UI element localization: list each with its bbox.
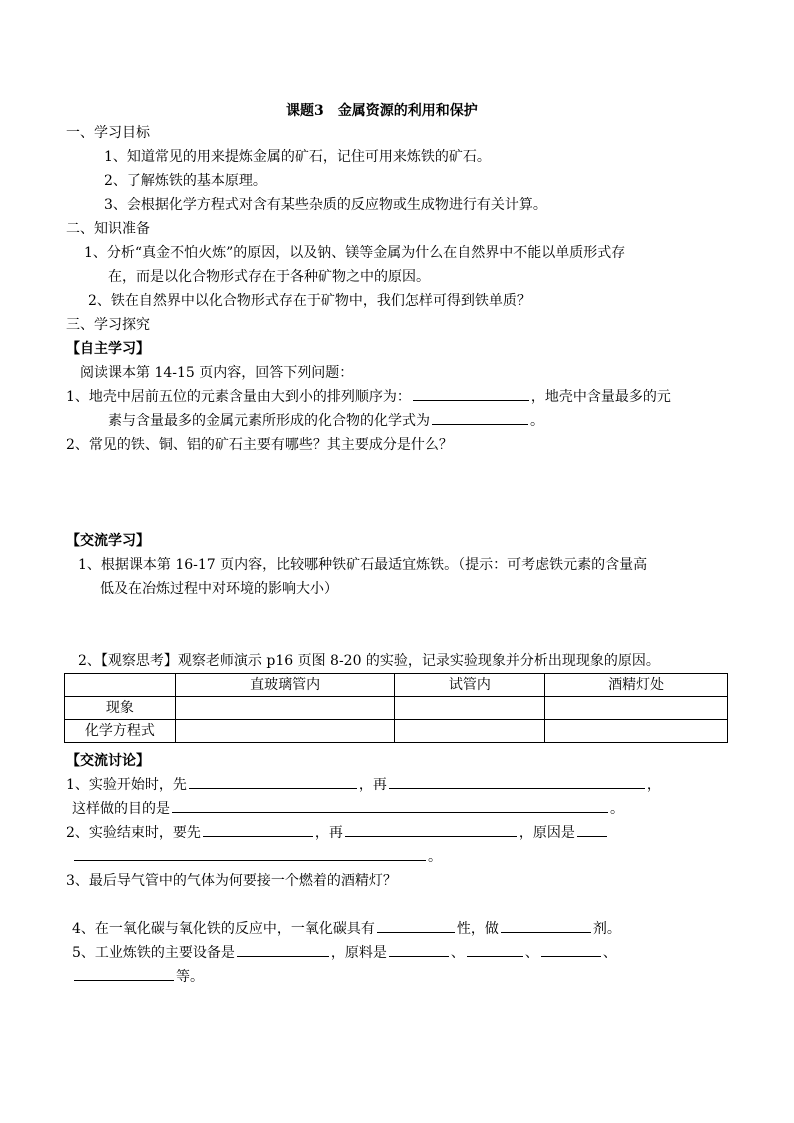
- discussion-question-4: [72, 920, 621, 938]
- table-header-row: [65, 674, 728, 697]
- self-study-intro: 阅读课本第 14-15 页内容，回答下列问题：: [80, 365, 354, 381]
- q-text: ，再: [358, 777, 387, 793]
- section-inquiry-heading: 三、学习探究: [66, 317, 150, 333]
- q1-line2-end: 。: [530, 413, 544, 429]
- exchange-question-1-line2: 低及在冶炼过程中对环境的影响大小）: [100, 581, 338, 597]
- learning-goal-2: 2、了解炼铁的基本原理。: [104, 173, 267, 189]
- self-study-question-1-line2: [108, 412, 544, 430]
- answer-blank[interactable]: [345, 824, 517, 837]
- observation-table: [64, 673, 728, 743]
- q-text: ，原因是: [518, 825, 575, 841]
- q-text: 4、在一氧化碳与氧化铁的反应中，一氧化碳具有: [72, 921, 375, 937]
- table-answer-cell[interactable]: [175, 697, 395, 720]
- q1-text-part1: 1、地壳中居前五位的元素含量由大到小的排列顺序为：: [66, 389, 411, 405]
- discussion-question-3: 3、最后导气管中的气体为何要接一个燃着的酒精灯？: [66, 873, 397, 889]
- exchange-question-1-line1: 1、根据课本第 16-17 页内容，比较哪种铁矿石最适宜炼铁。（提示：可考虑铁元素的含量高: [78, 557, 648, 573]
- discussion-question-5-line2: [72, 968, 204, 986]
- discussion-question-2-line2: [72, 848, 442, 866]
- answer-blank[interactable]: [189, 776, 357, 789]
- page-title: 课题3 金属资源的利用和保护: [286, 103, 478, 119]
- answer-blank[interactable]: [577, 824, 607, 837]
- knowledge-prep-1-line1: 1、分析“真金不怕火炼”的原因，以及钠、镁等金属为什么在自然界中不能以单质形式存: [84, 245, 626, 261]
- q-text: 2、实验结束时，要先: [66, 825, 201, 841]
- self-study-question-1: [66, 388, 671, 406]
- learning-goal-1: 1、知道常见的用来提炼金属的矿石，记住可用来炼铁的矿石。: [104, 149, 491, 165]
- discussion-question-1: [66, 776, 661, 794]
- q-text: 、: [602, 945, 617, 961]
- discussion-label: 【交流讨论】: [66, 753, 150, 769]
- table-answer-cell[interactable]: [175, 720, 395, 743]
- q-text: 性，做: [456, 921, 499, 937]
- q1-text-part2: ，地壳中含量最多的元: [530, 389, 671, 405]
- q-text: 等。: [176, 969, 204, 985]
- q-text: 1、实验开始时，先: [66, 777, 187, 793]
- q-text: 。: [428, 849, 442, 865]
- table-answer-cell[interactable]: [545, 720, 728, 743]
- answer-blank[interactable]: [203, 824, 313, 837]
- q-text: 剂。: [592, 921, 621, 937]
- table-answer-cell[interactable]: [395, 720, 545, 743]
- q-text: 这样做的目的是: [72, 801, 170, 817]
- answer-blank[interactable]: [413, 388, 529, 401]
- answer-blank[interactable]: [237, 944, 329, 957]
- answer-blank[interactable]: [389, 944, 449, 957]
- q-text: ，: [646, 777, 661, 793]
- knowledge-prep-2: 2、铁在自然界中以化合物形式存在于矿物中，我们怎样可得到铁单质？: [88, 293, 531, 309]
- q-text: ，再: [314, 825, 343, 841]
- section-learning-goals-heading: 一、学习目标: [66, 125, 150, 141]
- answer-blank[interactable]: [467, 944, 523, 957]
- exchange-study-label: 【交流学习】: [66, 533, 150, 549]
- q-text: 、: [450, 945, 465, 961]
- learning-goal-3: 3、会根据化学方程式对含有某些杂质的反应物或生成物进行有关计算。: [104, 197, 547, 213]
- table-header-cell: [65, 674, 176, 697]
- table-header-cell: 试管内: [395, 674, 545, 697]
- q-text: 、: [524, 945, 539, 961]
- discussion-question-2: [66, 824, 609, 842]
- discussion-question-5: [72, 944, 617, 962]
- answer-blank[interactable]: [172, 800, 608, 813]
- answer-blank[interactable]: [501, 920, 591, 933]
- q-text: ，原料是: [330, 945, 387, 961]
- table-row: [65, 720, 728, 743]
- knowledge-prep-1-line2: 在，而是以化合物形式存在于各种矿物之中的原因。: [108, 269, 430, 285]
- table-answer-cell[interactable]: [545, 697, 728, 720]
- table-row: [65, 697, 728, 720]
- answer-blank[interactable]: [377, 920, 455, 933]
- q-text: 5、工业炼铁的主要设备是: [72, 945, 235, 961]
- section-knowledge-prep-heading: 二、知识准备: [66, 221, 150, 237]
- table-row-label: 化学方程式: [65, 720, 176, 743]
- self-study-label: 【自主学习】: [66, 341, 150, 357]
- discussion-question-1-line2: [72, 800, 624, 818]
- table-answer-cell[interactable]: [395, 697, 545, 720]
- table-row-label: 现象: [65, 697, 176, 720]
- exchange-question-2: 2、【观察思考】观察老师演示 p16 页图 8-20 的实验，记录实验现象并分析出现现象的原因。: [78, 653, 660, 669]
- q-text: 。: [610, 801, 624, 817]
- table-header-cell: 酒精灯处: [545, 674, 728, 697]
- answer-blank[interactable]: [541, 944, 601, 957]
- answer-blank[interactable]: [432, 412, 528, 425]
- q1-line2-text: 素与含量最多的金属元素所形成的化合物的化学式为: [108, 413, 430, 429]
- answer-blank[interactable]: [74, 968, 174, 981]
- self-study-question-2: 2、常见的铁、铜、铝的矿石主要有哪些？其主要成分是什么？: [66, 437, 453, 453]
- table-header-cell: 直玻璃管内: [175, 674, 395, 697]
- answer-blank[interactable]: [74, 848, 426, 861]
- answer-blank[interactable]: [389, 776, 645, 789]
